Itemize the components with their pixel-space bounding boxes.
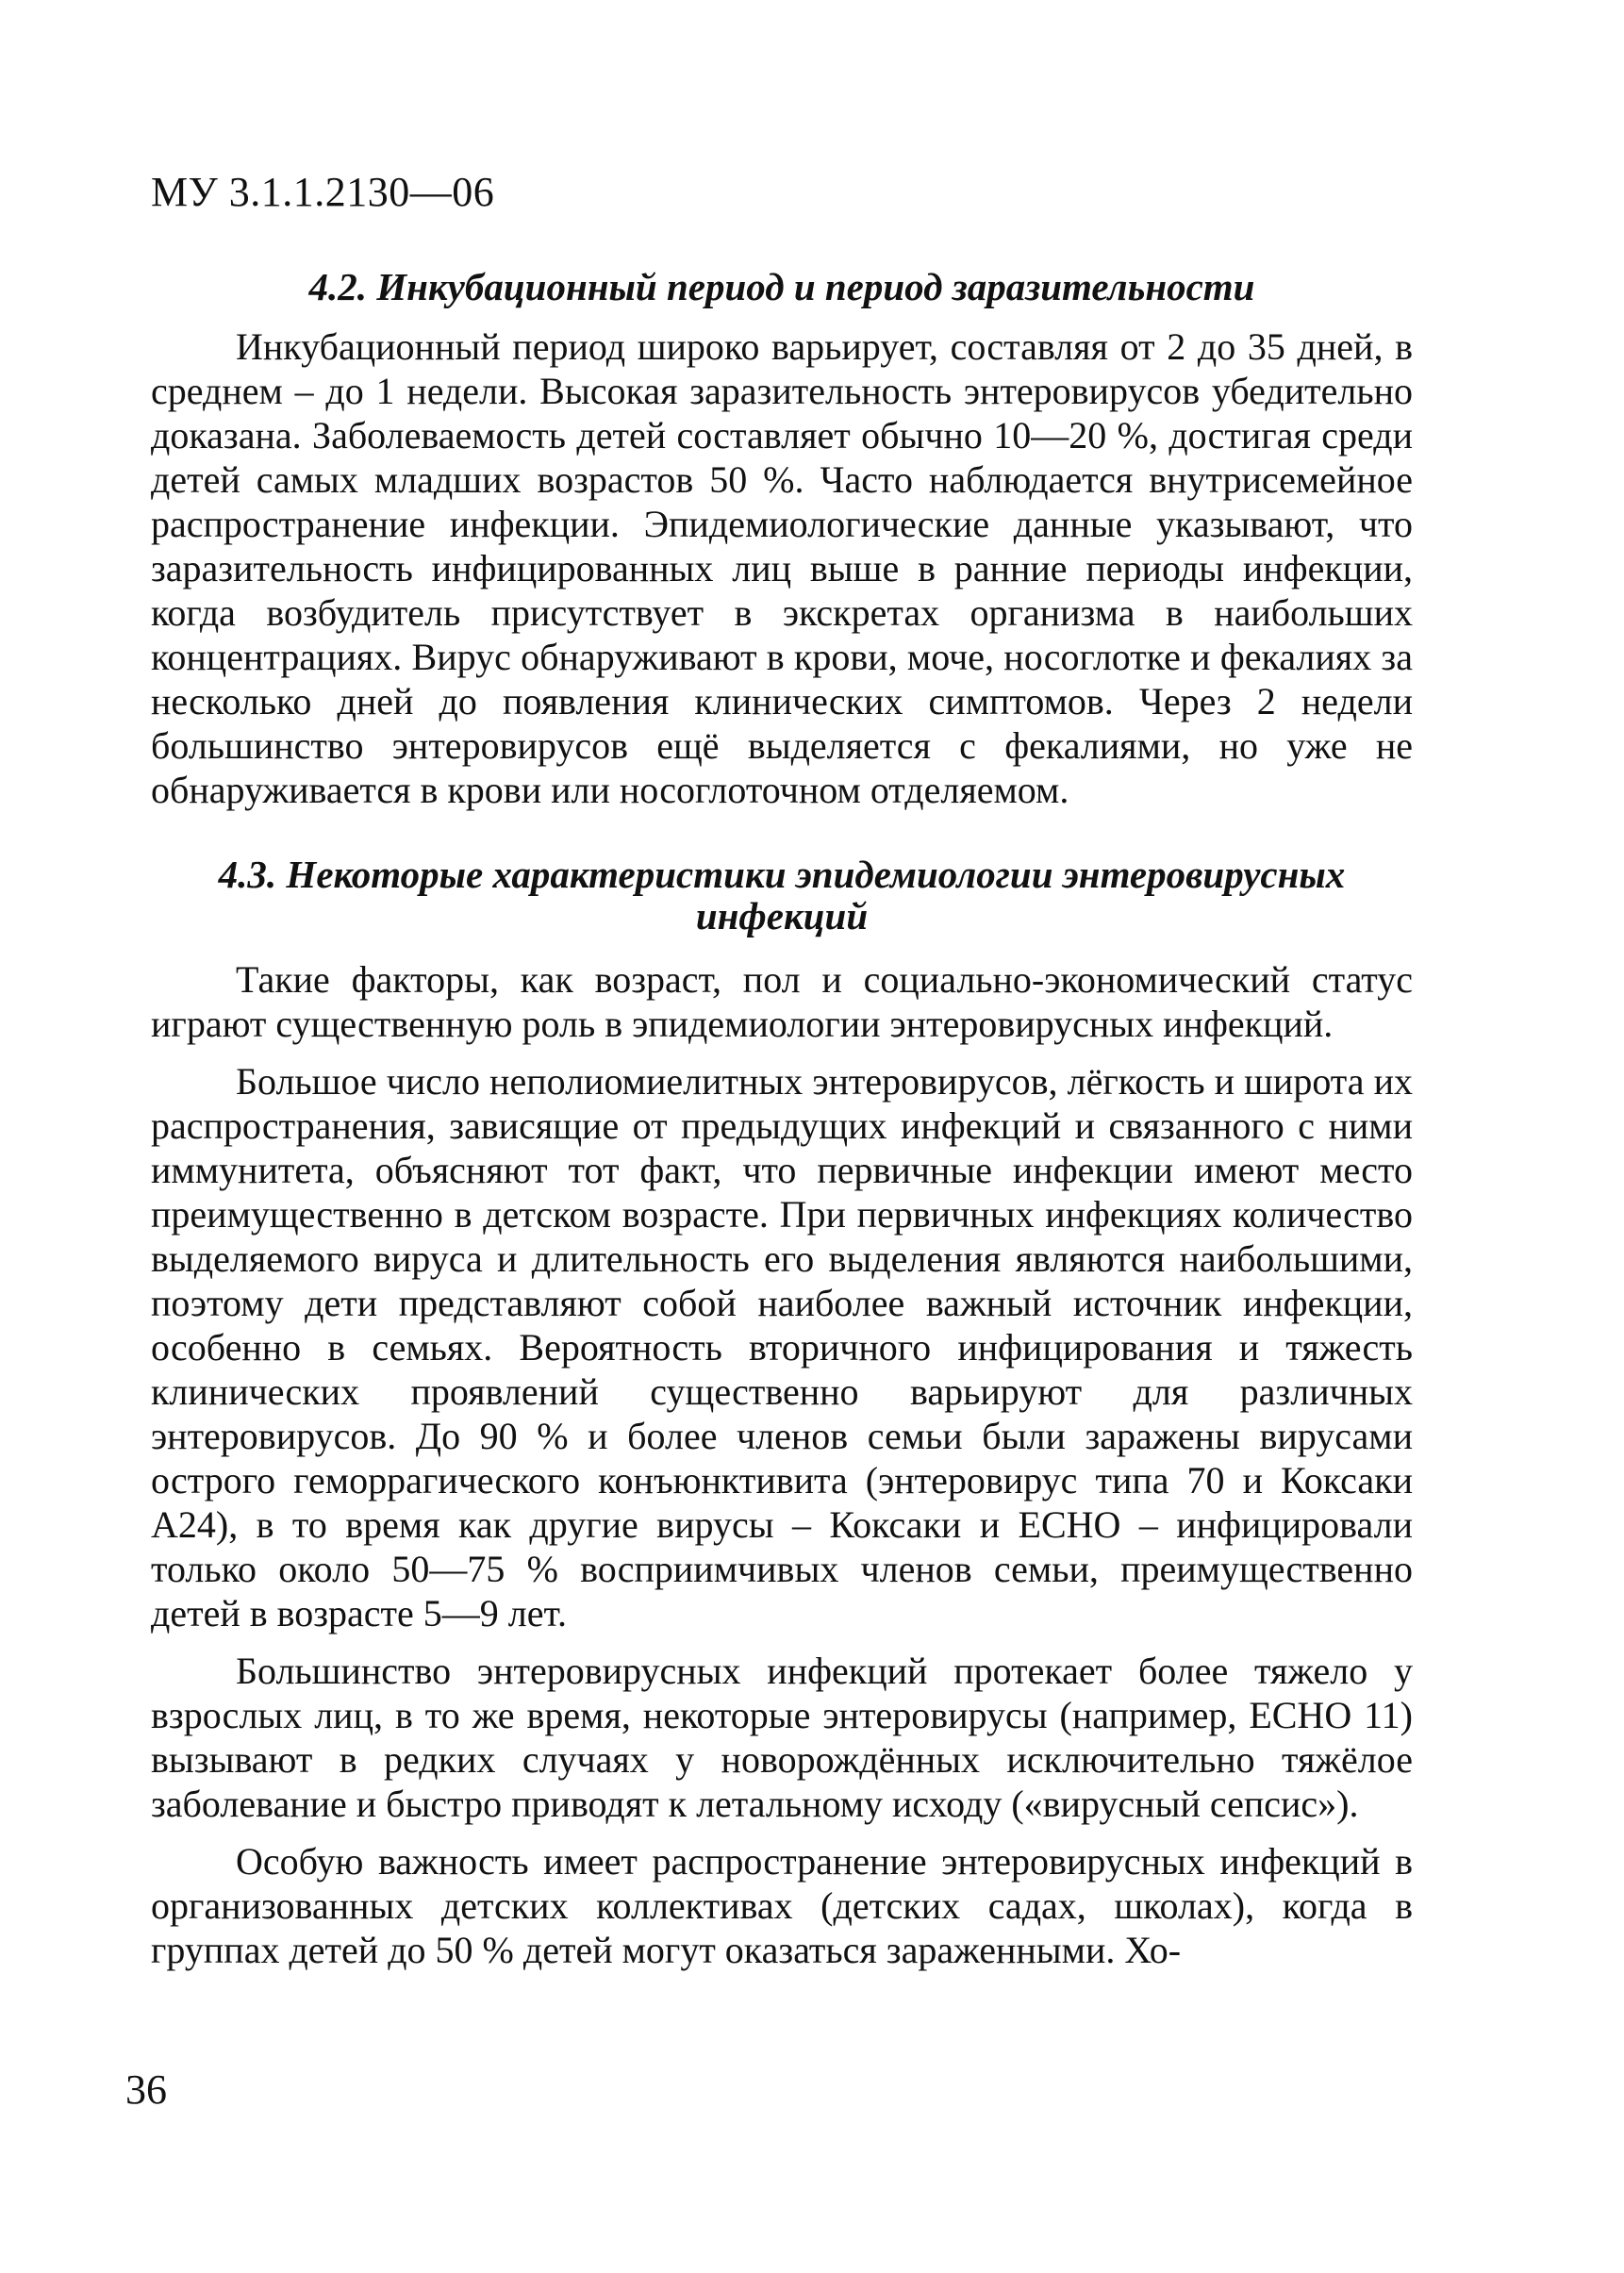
paragraph: Большинство энтеровирусных инфекций протекает более тяжело у взрослых лиц, в то же время, некоторые энтеровирусы (например, ЕСНО 11) вызывают в редких случаях у новорождённых исключительно тяжёлое заболевание и быстро приводят к летальному исходу («вирусный сепсис»). xyxy=(151,1650,1413,1825)
section-title-4-3 xyxy=(151,854,1413,937)
paragraph: Инкубационный период широко варьирует, составляя от 2 до 35 дней, в среднем – до 1 недели. Высокая заразительность энтеровирусов убедительно доказана. Заболеваемость детей составляет обычно 10—20 %, достигая среди детей самых младших возрастов 50 %. Часто наблюдается внутрисемейное распространение инфекции. Эпидемиологические данные указывают, что заразительность инфицированных лиц выше в ранние периоды инфекции, когда возбудитель присутствует в экскретах организма в наибольших концентрациях. Вирус обнаруживают в крови, моче, носоглотке и фекалиях за несколько дней до появления клинических симптомов. Через 2 недели большинство энтеровирусов ещё выделяется с фекалиями, но уже не обнаруживается в крови или носоглоточном отделяемом. xyxy=(151,325,1413,811)
page-number: 36 xyxy=(125,2066,167,2113)
paragraph: Большое число неполиомиелитных энтеровирусов, лёгкость и широта их распространения, зависящие от предыдущих инфекций и связанного с ними иммунитета, объясняют тот факт, что первичные инфекции имеют место преимущественно в детском возрасте. При первичных инфекциях количество выделяемого вируса и длительность его выделения являются наибольшими, поэтому дети представляют собой наиболее важный источник инфекции, особенно в семьях. Вероятность вторичного инфицирования и тяжесть клинических проявлений существенно варьируют для различных энтеровирусов. До 90 % и более членов семьи были заражены вирусами острого геморрагического конъюнктивита (энтеровирус типа 70 и Коксаки А24), в то время как другие вирусы – Коксаки и ЕСНО – инфицировали только около 50—75 % восприимчивых членов семьи, преимущественно детей в возрасте 5—9 лет. xyxy=(151,1060,1413,1634)
paragraph: Особую важность имеет распространение энтеровирусных инфекций в организованных детских коллективах (детских садах, школах), когда в группах детей до 50 % детей могут оказаться зараженными. Хо- xyxy=(151,1840,1413,1971)
page-content xyxy=(151,266,1413,1972)
document-code: МУ 3.1.1.2130—06 xyxy=(151,169,495,215)
section-title-text: 4.3. Некоторые характеристики эпидемиологии энтеровирусных инфекций xyxy=(218,853,1346,937)
section-title-4-2: 4.2. Инкубационный период и период заразительности xyxy=(308,265,1255,308)
paragraph: Такие факторы, как возраст, пол и социально-экономический статус играют существенную роль в эпидемиологии энтеровирусных инфекций. xyxy=(151,958,1413,1045)
